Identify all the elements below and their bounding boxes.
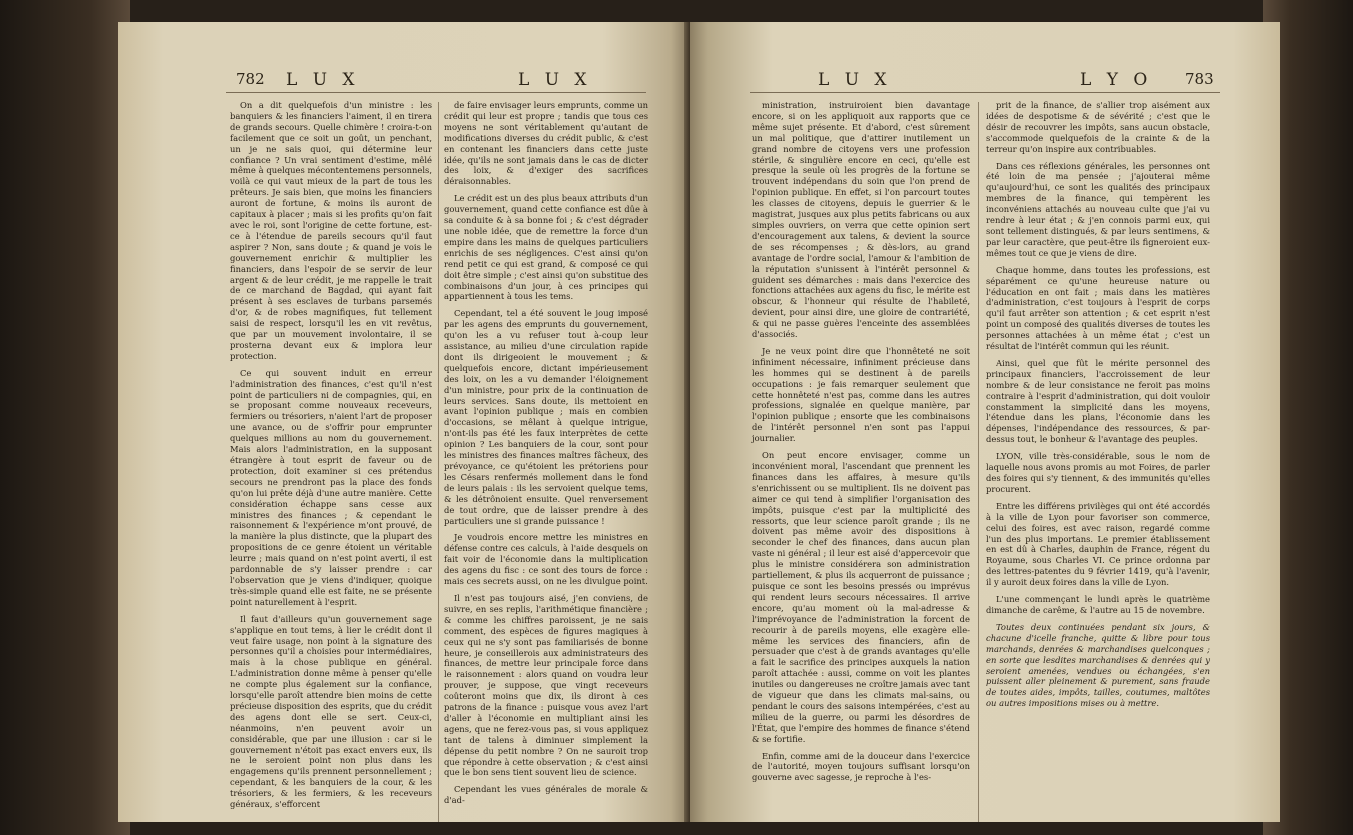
left-page-number: 782 bbox=[236, 70, 265, 88]
paragraph: On a dit quelquefois d'un ministre : les banquiers & les financiers l'aiment, il en tirera de grands secours. Quelle chimère ! croira-t-on facilement que ce soit un goût, un penchant, un je ne sais quoi, qui détermine leur confiance ? Un vrai sentiment d'estime, mêlé même à quelques mécontentemens personnels, voilà ce qui vaut mieux de la part de tous les prêteurs. Je sais bien, que moins les financiers auront de fortune, & moins ils auront de capitaux à placer ; mais si les profits qu'on fait avec le roi, sont l'origine de cette fortune, est-ce à l'étendue de pareils secours qu'il faut aspirer ? Non, sans doute ; & quand je vois le gouvernement enrichir & multiplier les financiers, dans l'espoir de se servir de leur argent & de leur crédit, je me rappelle le trait de ce marchand de Bagdad, qui ayant fait présent à ses esclaves de turbans parsemés d'or, & de robes magnifiques, fut tellement saisi de respect, lorsqu'il les en vit revêtus, que par un mouvement involontaire, il se prosterna devant eux & implora leur protection. bbox=[230, 100, 432, 361]
paragraph: On peut encore envisager, comme un inconvénient moral, l'ascendant que prennent les finances dans les affaires, à mesure qu'ils s'enrichissent ou se multiplient. Ils ne doivent pas aimer ce qui tend à simplifier l'organisation des impôts, puisque c'est par la multiplicité des ressorts, que leur science paroît grande ; ils ne doivent pas même avoir des dispositions à seconder le chef des finances, dans aucun plan vaste ni général ; il leur est aisé d'appercevoir que plus le ministre considérera son administration partiellement, & plus ils acquerront de puissance ; puisque ce sont les besoins pressés ou imprévus qui rendent leurs secours nécessaires. Il arrive encore, qu'au moment où la mal-adresse & l'imprévoyance de l'administration la forcent de recourir à de pareils moyens, elle exagère elle-même les services des financiers, afin de persuader que c'est à de grands avantages qu'elle a fait le sacrifice des principes auxquels la nation paroît attachée : aussi, comme on voit les plantes inutiles ou dangereuses ne croître jamais avec tant de vigueur que dans les climats mal-sains, ou pendant le cours des saisons intempérées, c'est au milieu de la guerre, ou parmi les désordres de l'État, que l'empire des hommes de finance s'étend & se fortifie. bbox=[752, 450, 970, 744]
paragraph: LYON, ville très-considérable, sous le nom de laquelle nous avons promis au mot Foires, de parler des foires qui s'y tiennent, & des immunités qu'elles procurent. bbox=[986, 451, 1210, 494]
left-running-head-2: L U X bbox=[518, 70, 592, 90]
paragraph: Cependant les vues générales de morale & d'ad- bbox=[444, 784, 648, 806]
right-page bbox=[690, 22, 1280, 822]
left-column-2 bbox=[444, 100, 648, 812]
paragraph: prit de la finance, de s'allier trop aisément aux idées de despotisme & de sévérité ; c'est que le désir de recouvrer les impôts, sans aucun obstacle, s'accommode quelquefois de la crainte & de la terreur qu'on inspire aux contribuables. bbox=[986, 100, 1210, 154]
left-header-rule bbox=[226, 92, 646, 93]
paragraph: Enfin, comme ami de la douceur dans l'exercice de l'autorité, moyen toujours suffisant lorsqu'on gouverne avec sagesse, je reproche à l'es- bbox=[752, 750, 970, 783]
right-header-rule bbox=[750, 92, 1220, 93]
paragraph: Entre les différens privilèges qui ont été accordés à la ville de Lyon pour favoriser son commerce, celui des foires, est avec raison, regardé comme l'un des plus importans. Le premier établissement en est dû à Charles, dauphin de France, régent du Royaume, sous Charles VI. Ce prince ordonna par des lettres-patentes du 9 février 1419, qu'à l'avenir, il y auroit deux foires dans la ville de Lyon. bbox=[986, 500, 1210, 588]
left-page bbox=[118, 22, 688, 822]
paragraph: de faire envisager leurs emprunts, comme un crédit qui leur est propre ; tandis que tous ces moyens ne sont véritablement qu'autant de modifications diverses du crédit public, & c'est en contenant les financiers dans cette juste idée, qu'ils ne sont jamais dans le cas de dicter des loix, & d'exiger des sacrifices déraisonnables. bbox=[444, 100, 648, 187]
paragraph: Le crédit est un des plus beaux attributs d'un gouvernement, quand cette confiance est dûe à sa conduite & à sa bonne foi ; & c'est dégrader une noble idée, que de remettre la force d'un empire dans les mains de quelques particuliers enrichis de ses négligences. C'est ainsi qu'on rend petit ce qui est grand, & composé ce qui doit être simple ; c'est ainsi qu'on substitue des combinaisons d'un jour, à ces principes qui appartiennent à tous les tems. bbox=[444, 193, 648, 302]
left-column-1 bbox=[230, 100, 432, 816]
paragraph: Toutes deux continuées pendant six jours, & chacune d'icelle franche, quitte & libre pour tous marchands, denrées & marchandises quelconques ; en sorte que lesdites marchandises & denrées qui y seroient amenées, vendues ou échangées, s'en puissent aller pleinement & purement, sans fraude de toutes aides, impôts, tailles, coutumes, maltôtes ou autres impositions mises ou à mettre. bbox=[986, 621, 1210, 709]
left-running-head-1: L U X bbox=[286, 70, 360, 90]
right-column-1 bbox=[752, 100, 970, 789]
paragraph: Cependant, tel a été souvent le joug imposé par les agens des emprunts du gouvernement, qu'on les a vu refuser tout à-coup leur assistance, au milieu d'une circulation rapide dont ils dirigeoient le mouvement ; & quelquefois encore, dictant impérieusement des loix, on les a vu demander l'éloignement d'un ministre, pour prix de la continuation de leurs services. Sans doute, ils mettoient en avant l'opinion publique ; mais en combien d'occasions, se mêlant à quelque intrigue, n'ont-ils pas été les faux interprètes de cette opinion ? Les banquiers de la cour, sont pour les ministres des finances maîtres fâcheux, des prévoyance, ce qu'étoient les prétoriens pour les Césars renfermés mollement dans le fond de leurs palais : ils les servoient quelque tems, & les détrônoient ensuite. Quel renversement de tout ordre, que de laisser prendre à des particuliers une si grande puissance ! bbox=[444, 308, 648, 526]
paragraph: ministration, instruiroient bien davantage encore, si on les appliquoit aux rapports que ce même sujet présente. Et d'abord, c'est sûrement un mal politique, que d'attirer inutilement un grand nombre de citoyens vers une profession stérile, & singulière encore en ceci, qu'elle est presque la seule où les progrès de la fortune se trouvent indépendans du soin que l'on prend de l'opinion publique. En effet, si l'on parcourt toutes les classes de citoyens, depuis le guerrier & le magistrat, jusques aux plus petits fabricans ou aux simples ouvriers, on verra que cette opinion sert d'encouragement aux talens, & devient la source de ses récompenses ; & dès-lors, au grand avantage de l'ordre social, l'amour & l'ambition de la réputation s'unissent à l'intérêt personnel & guident ses démarches : mais dans l'exercice des fonctions attachées aux agens du fisc, le mérite est obscur, & l'honneur qui résulte de l'habileté, devient, pour ainsi dire, une gloire de contrariété, & qui ne passe guères l'enceinte des assemblées d'associés. bbox=[752, 100, 970, 340]
right-running-head-1: L U X bbox=[818, 70, 892, 90]
paragraph: Dans ces réflexions générales, les personnes ont été loin de ma pensée ; j'ajouterai même qu'aujourd'hui, ce sont les qualités des principaux membres de la finance, qui tempèrent les inconvéniens attachés au nouveau culte que j'ai vu rendre à leur état ; & j'en connois parmi eux, qui sont tellement distingués, & par leurs sentimens, & par leur caractère, que peut-être ils figneroient eux-mêmes tout ce que je viens de dire. bbox=[986, 160, 1210, 258]
paragraph: Je voudrois encore mettre les ministres en défense contre ces calculs, à l'aide desquels on fait voir de l'économie dans la multiplication des agens du fisc : ce sont des tours de force : mais ces secrets aussi, on ne les divulgue point. bbox=[444, 532, 648, 587]
paragraph: Il n'est pas toujours aisé, j'en conviens, de suivre, en ses replis, l'arithmétique financière ; & comme les chiffres paroissent, je ne sais comment, des espèces de figures magiques à ceux qui ne s'y sont pas familiarisés de bonne heure, je conseillerois aux administrateurs des finances, de mettre leur principale force dans le raisonnement : alors quand on voudra leur prouver, je suppose, que vingt receveurs coûteront moins que dix, ils diront à ces patrons de la finance : puisque vous avez l'art d'aller à l'économie en multipliant ainsi les agens, que ne ferez-vous pas, si vous appliquez tant de talens à diminuer simplement la dépense du petit nombre ? On ne sauroit trop que répondre à cette observation ; & c'est ainsi que le bon sens tient souvent lieu de science. bbox=[444, 592, 648, 778]
book-cover-left bbox=[0, 0, 130, 835]
paragraph: L'une commençant le lundi après le quatrième dimanche de carême, & l'autre au 15 de novembre. bbox=[986, 594, 1210, 615]
paragraph: Il faut d'ailleurs qu'un gouvernement sage s'applique en tout tems, à lier le crédit dont il veut faire usage, non point à la signature des personnes qu'il a choisies pour intermédiaires, mais à la chose publique en général. L'administration donne même à penser qu'elle ne compte plus également sur la confiance, lorsqu'elle paroît attendre bien moins de cette précieuse disposition des esprits, que du crédit des agens dont elle se sert. Ceux-ci, néanmoins, n'en peuvent avoir un considérable, que par une illusion : car si le gouvernement n'étoit pas exact envers eux, ils ne le seroient point non plus dans les engagemens qu'ils prennent personnellement ; cependant, & les banquiers de la cour, & les trésoriers, & les fermiers, & les receveurs généraux, s'efforcent bbox=[230, 613, 432, 810]
right-column-divider bbox=[978, 102, 979, 822]
right-page-number: 783 bbox=[1185, 70, 1214, 88]
paragraph: Ce qui souvent induit en erreur l'administration des finances, c'est qu'il n'est point de particuliers ni de compagnies, qui, en se proposant comme nouveaux receveurs, fermiers ou trésoriers, n'aient l'art de proposer une avance, ou de s'offrir pour emprunter quelques millions au nom du gouvernement. Mais alors l'administration, en la supposant étrangère à tout esprit de faveur ou de protection, doit examiner si ces prétendus secours ne prendront pas la place des fonds qu'on lui prête déjà d'une autre manière. Cette considération échappe sans cesse aux ministres des finances ; & cependant le raisonnement & l'expérience m'ont prouvé, de la manière la plus distincte, que la plupart des propositions de ce genre étoient un véritable leurre ; mais quand on n'est point averti, il est pardonnable de s'y laisser prendre : car l'observation que je viens d'indiquer, quoique très-simple quand elle est faite, ne se présente point naturellement à l'esprit. bbox=[230, 367, 432, 607]
right-column-2 bbox=[986, 100, 1210, 715]
left-column-divider bbox=[438, 102, 439, 822]
paragraph: Chaque homme, dans toutes les professions, est séparément ce qu'une heureuse nature ou l'éducation en ont fait ; mais dans les matières d'administration, c'est toujours à l'esprit de corps qu'il faut arrêter son attention ; & cet esprit n'est point un composé des qualités diverses de toutes les personnes attachées à un même état ; c'est un résultat de l'intérêt commun qui les réunit. bbox=[986, 264, 1210, 352]
right-running-head-2: L Y O bbox=[1080, 70, 1153, 90]
paragraph: Ainsi, quel que fût le mérite personnel des principaux financiers, l'accroissement de leur nombre & de leur consistance ne feroit pas moins contraire à l'esprit d'administration, qui doit vouloir constamment la simplicité dans les moyens, l'étendue dans les plans, l'économie dans les dépenses, l'indépendance des ressources, & par-dessus tout, le bonheur & l'avantage des peuples. bbox=[986, 357, 1210, 445]
paragraph: Je ne veux point dire que l'honnêteté ne soit infiniment nécessaire, infiniment précieuse dans les hommes qui se destinent à de pareils occupations : je fais remarquer seulement que cette honnêteté n'est pas, comme dans les autres professions, signalée en quelque manière, par l'opinion publique ; ensorte que les combinaisons de l'intérêt personnel n'en sont pas l'appui journalier. bbox=[752, 345, 970, 444]
